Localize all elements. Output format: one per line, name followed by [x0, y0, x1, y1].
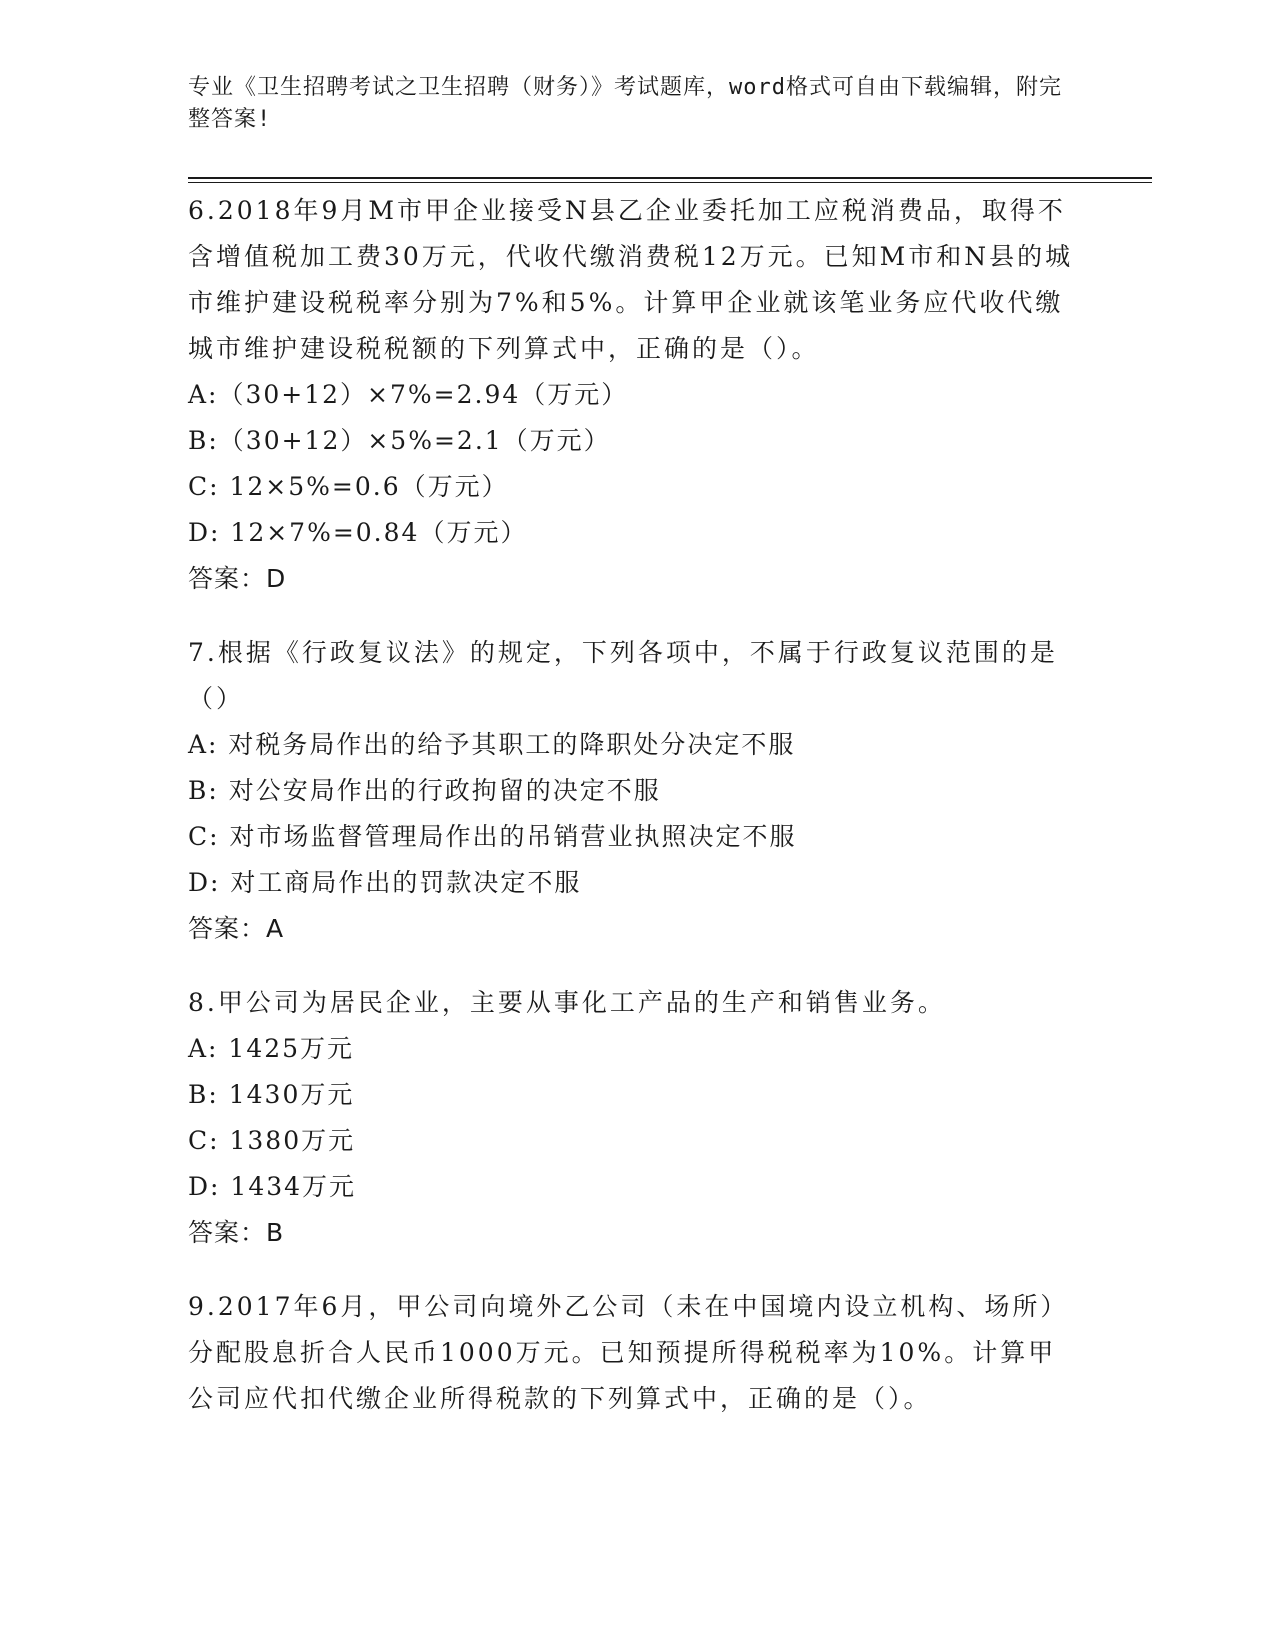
- question-text: 6.2018年9月M市甲企业接受N县乙企业委托加工应税消费品，取得不含增值税加工费30万元，代收代缴消费税12万元。已知M市和N县的城市维护建设税税率分别为7%和5%。计算甲企业就该笔业务应代收代缴城市维护建设税税额的下列算式中，正确的是（）。: [188, 196, 1074, 363]
- question-7: [188, 630, 1078, 952]
- question-9: [188, 1284, 1078, 1422]
- option-b: B: 1430万元: [188, 1080, 355, 1109]
- question-text: 8.甲公司为居民企业，主要从事化工产品的生产和销售业务。: [188, 988, 946, 1017]
- option-b: B:（30+12）×5%=2.1（万元）: [188, 426, 611, 455]
- option-c: C: 1380万元: [188, 1126, 356, 1155]
- option-c: C: 对市场监督管理局作出的吊销营业执照决定不服: [188, 822, 797, 851]
- option-a: A: 对税务局作出的给予其职工的降职处分决定不服: [188, 730, 796, 759]
- question-8: [188, 980, 1078, 1256]
- header-divider-thin: [188, 182, 1152, 183]
- option-list: [188, 372, 1078, 556]
- option-a: A: 1425万元: [188, 1034, 355, 1063]
- option-a: A:（30+12）×7%=2.94（万元）: [188, 380, 629, 409]
- question-text: 9.2017年6月，甲公司向境外乙公司（未在中国境内设立机构、场所）分配股息折合人民币1000万元。已知预提所得税税率为10%。计算甲公司应代扣代缴企业所得税款的下列算式中，正确的是（）。: [188, 1292, 1069, 1413]
- question-text: 7.根据《行政复议法》的规定，下列各项中，不属于行政复议范围的是（）: [188, 638, 1058, 713]
- answer: 答案：D: [188, 564, 287, 593]
- option-b: B: 对公安局作出的行政拘留的决定不服: [188, 776, 661, 805]
- document-header: 专业《卫生招聘考试之卫生招聘（财务）》考试题库，word格式可自由下载编辑，附完整答案!: [188, 75, 1062, 132]
- option-list: [188, 722, 1078, 906]
- question-6: [188, 188, 1078, 602]
- option-d: D: 1434万元: [188, 1172, 357, 1201]
- question-list: [188, 188, 1078, 1450]
- option-c: C: 12×5%=0.6（万元）: [188, 472, 509, 501]
- option-d: D: 对工商局作出的罚款决定不服: [188, 868, 582, 897]
- option-list: [188, 1026, 1078, 1210]
- header-divider-thick: [188, 177, 1152, 179]
- answer: 答案：A: [188, 914, 285, 943]
- answer: 答案：B: [188, 1218, 285, 1247]
- option-d: D: 12×7%=0.84（万元）: [188, 518, 528, 547]
